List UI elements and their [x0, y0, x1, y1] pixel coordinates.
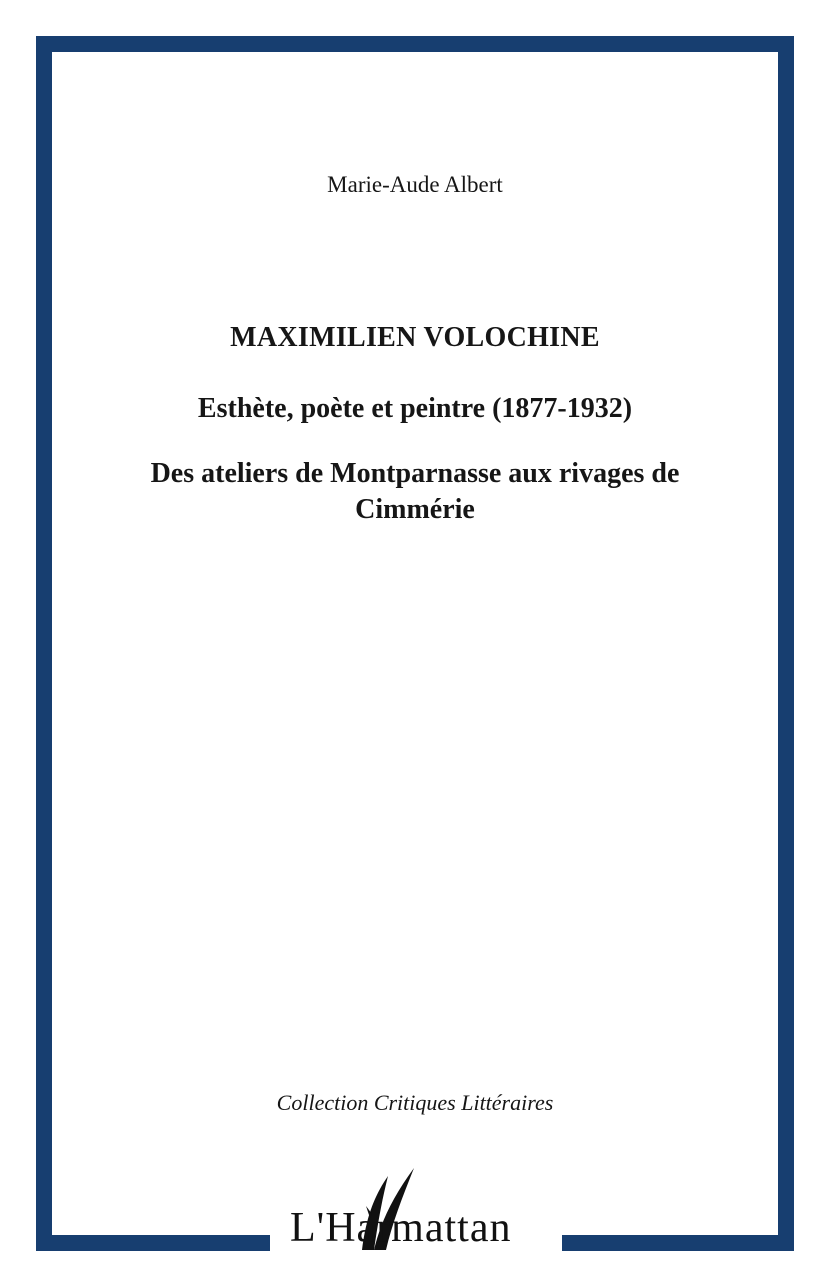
- frame-left-border: [36, 36, 52, 1251]
- frame-right-border: [778, 36, 794, 1251]
- publisher-logo: [270, 1158, 562, 1258]
- frame-bottom-right-border: [562, 1235, 794, 1251]
- book-subtitle-2: Des ateliers de Montparnasse aux rivages de Cimmérie: [150, 458, 680, 525]
- book-subtitle-1: Esthète, poète et peintre (1877-1932): [197, 393, 633, 424]
- publisher-name: L'Harmattan: [290, 1205, 512, 1251]
- frame-bottom-left-border: [36, 1235, 270, 1251]
- frame-top-border: [36, 36, 794, 52]
- book-title: MAXIMILIEN VOLOCHINE: [230, 322, 600, 353]
- collection-name: Collection Critiques Littéraires: [276, 1090, 554, 1115]
- author-name: Marie-Aude Albert: [327, 172, 503, 197]
